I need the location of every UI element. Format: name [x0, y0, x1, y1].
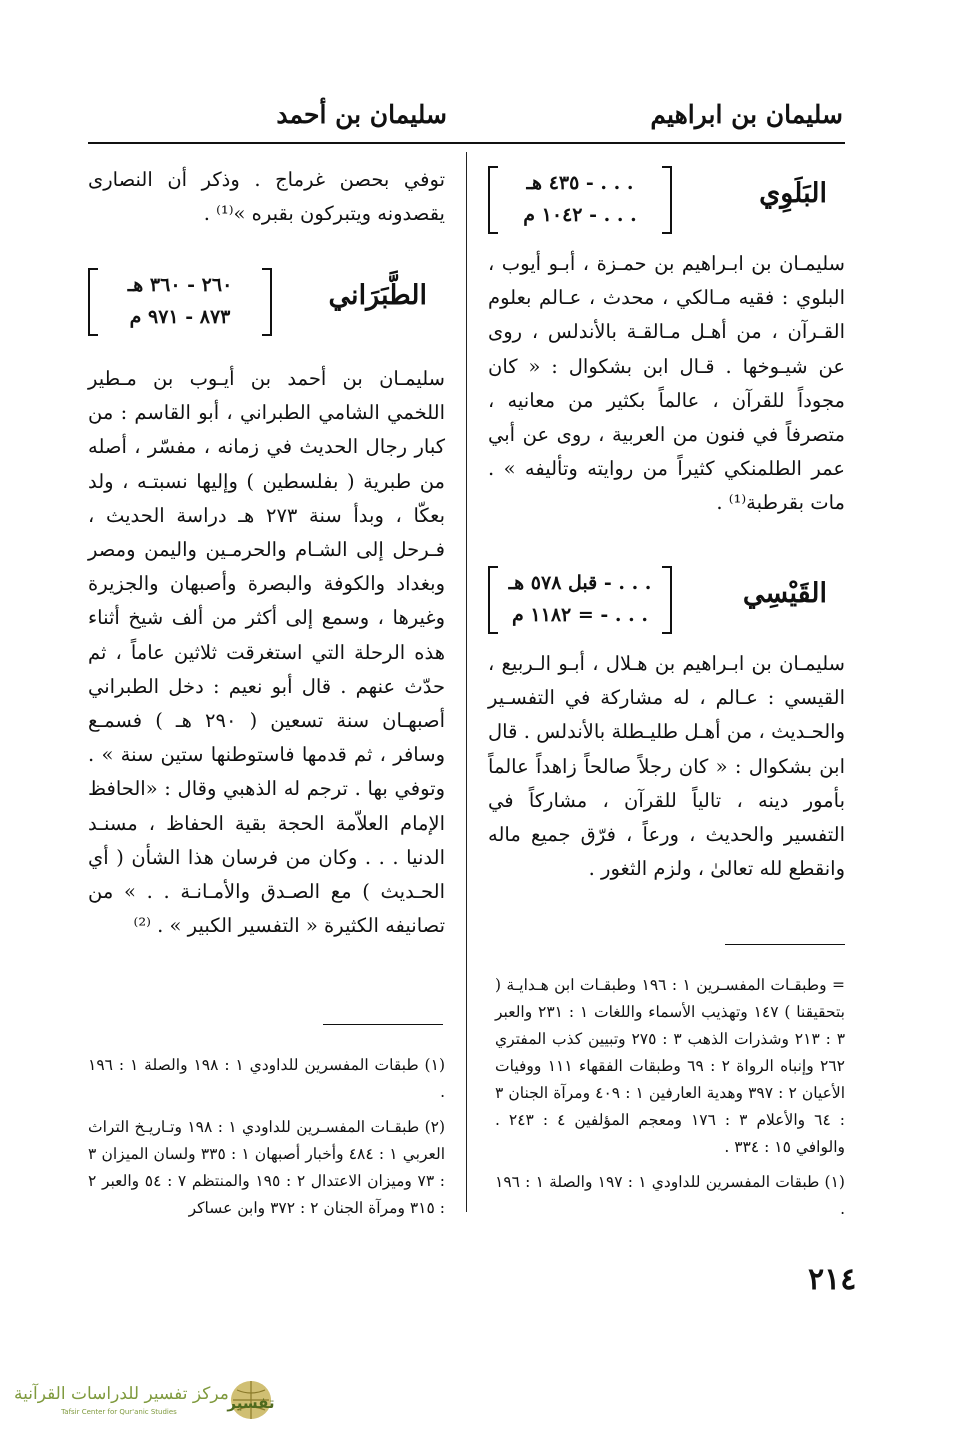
entry-name: الطَّبَرَاني [328, 280, 427, 311]
bracket-left [88, 268, 98, 336]
footnotes-left [88, 1052, 445, 1230]
date-hijri: ٢٦٠ - ٣٦٠ هـ [127, 274, 233, 296]
entry-body-qaysi [488, 647, 845, 886]
bracket-left [488, 566, 498, 634]
date-gregorian: . . . - ١٠٤٢ م [523, 204, 637, 226]
entry-heading-balawi [488, 160, 845, 240]
footnote: (٢) طبقـات المفسـرين للداودي ١ : ١٩٨ وتـاريـخ التراث العربي ١ : ٤٨٤ وأخبار أصبهان ١ : ٣٣٥ ولسان الميزان ٣ : ٧٣ وميزان الاعتدال ٢ : ١٩٥ والمنتظم ٧ : ٥٤ والعبر ٢ : ٣١٥ ومرآة الجنان ٢ : ٣٧٢ وابن عساكر [88, 1118, 446, 1217]
entry-name: البَلَوِي [759, 178, 827, 209]
running-head-left: سليمان بن أحمد [276, 100, 447, 129]
date-hijri: . . . - ٤٣٥ هـ [526, 172, 634, 194]
publisher-logo [14, 1378, 284, 1426]
footnote: = وطبقـات المفسـرين ١ : ١٩٦ وطبقـات ابن هـدايـة ( بتحقيقنا ) ١٤٧ وتهذيب الأسماء واللغات ١ : ٢٣١ والعبر ٣ : ٢١٣ وشذرات الذهب ٣ : ٢٧٥ وتبيين كذب المفتري ٢٦٢ وإنباه الرواة ٢ : ٦٩ وطبقات الفقهاء ١١١ ووفيات الأعيان ٢ : ٣٩٧ وهدية العارفين ١ : ٤٠٩ ومرآة الجنان ٣ : ٦٤ والأعلام ٣ : ١٧٦ ومعجم المؤلفين ٤ : ٢٤٣ . والوافي ١٥ : ٣٣٤ . [495, 976, 846, 1156]
date-gregorian: ٨٧٣ - ٩٧١ م [129, 306, 231, 328]
footnote-rule-right [725, 944, 845, 945]
entry-text: سليمـان بن ابـراهيم بن هـلال ، أبـو الـربيع ، القيسي : عـالم ، له مشاركة في التفسـير والحـديث ، من أهـل طليـطلة بالأندلس . قال ابن بشكوال : « كان رجلاً صالحاً زاهداً عالماً بأمور دينه ، تالياً للقرآن ، مشاركاً في التفسير والحديث ، ورعاً ، فرّق جميع ماله وانقطع لله تعالىٰ ، ولزم الثغور . [488, 652, 845, 881]
logo-emblem-text: تفسير [227, 1394, 275, 1412]
entry-heading-qaysi [488, 560, 845, 640]
entry-text: سليمـان بن ابـراهيم بن حمـزة ، أبـو أيوب ، البلوي : فقيه مـالكي ، محدث ، عـالم بعلوم القـرآن ، من أهـل مـالقـة بالأندلس ، روى عن شيـوخها . قـال ابن بشكوال : « كان مجوداً للقرآن ، عالماً بكثير من معانيه ، متصرفاً في فنون من العربية ، روى عن أبي عمر الطلمنكي كثيراً من روايته وتأليفه » . مات بقرطبة⁽¹⁾ . [488, 252, 845, 515]
running-head-right: سليمان بن ابراهيم [650, 100, 843, 129]
entry-text: توفي بحصن غرماج . وذكر أن النصارى يقصدونه ويتبركون بقبره »⁽¹⁾ . [88, 168, 445, 226]
footnotes-right [495, 972, 845, 1231]
date-bracket [488, 166, 672, 234]
date-gregorian: . . . - = ١١٨٢ م [512, 604, 648, 626]
bracket-right [262, 268, 272, 336]
continuation-text [88, 163, 445, 231]
footnote-rule-left [323, 1024, 443, 1025]
entry-text: سليمـان بن أحمد بن أيـوب بن مـطير اللخمي الشامي الطبراني ، أبو القاسم : من كبار رجال الحديث في زمانه ، مفسّر ، أصله من طبرية ( بفلسطين ) وإليها نسبتـه ، ولد بعكّا ، وبدأ سنة ٢٧٣ هـ دراسة الحديث ، فـرحل إلى الشـام والحرمـين واليمن ومصر وبغداد والكوفة والبصرة وأصبهان والجزيرة وغيرها ، وسمع إلى أكثر من ألف شيخ أثناء هذه الرحلة التي استغرقت ثلاثين عاماً ، ثم حدّث عنهم . قال أبو نعيم : دخل الطبراني أصبهـان سنة تسعين ( ٢٩٠ هـ ) فسمـع وسافر ، ثم قدمها فاستوطنها ستين سنة » . وتوفي بها . ترجم له الذهبي وقال : «الحافظ الإمام العلاّمة الحجة بقية الحفاظ ، مسنـد الدنيا . . . وكان من فرسان هذا الشأن ( أي الحـديث ) مع الصـدق والأمـانـة . . » من تصانيفه الكثيرة « التفسير الكبير » . ⁽²⁾ [88, 367, 446, 938]
entry-name: القَيْسِي [742, 578, 827, 609]
date-bracket [488, 566, 672, 634]
entry-heading-tabarani [88, 262, 445, 342]
bracket-right [662, 566, 672, 634]
date-hijri: . . . - قبل ٥٧٨ هـ [508, 572, 652, 594]
page-number: ٢١٤ [808, 1262, 857, 1297]
entry-body-tabarani [88, 362, 445, 943]
header-rule [88, 142, 845, 144]
entry-body-balawi [488, 247, 845, 521]
logo-subtitle: Tafsir Center for Qur'anic Studies [61, 1408, 177, 1416]
globe-icon [221, 1378, 279, 1424]
column-divider [466, 152, 467, 1212]
bracket-right [662, 166, 672, 234]
bracket-left [488, 166, 498, 234]
footnote: (١) طبقات المفسرين للداودي ١ : ١٩٧ والصلة ١ : ١٩٦ . [495, 1173, 845, 1218]
logo-text: مركز تفسير للدراسات القرآنية [14, 1384, 229, 1404]
footnote: (١) طبقات المفسرين للداودي ١ : ١٩٨ والصلة ١ : ١٩٦ . [88, 1056, 445, 1101]
date-bracket [88, 268, 272, 336]
